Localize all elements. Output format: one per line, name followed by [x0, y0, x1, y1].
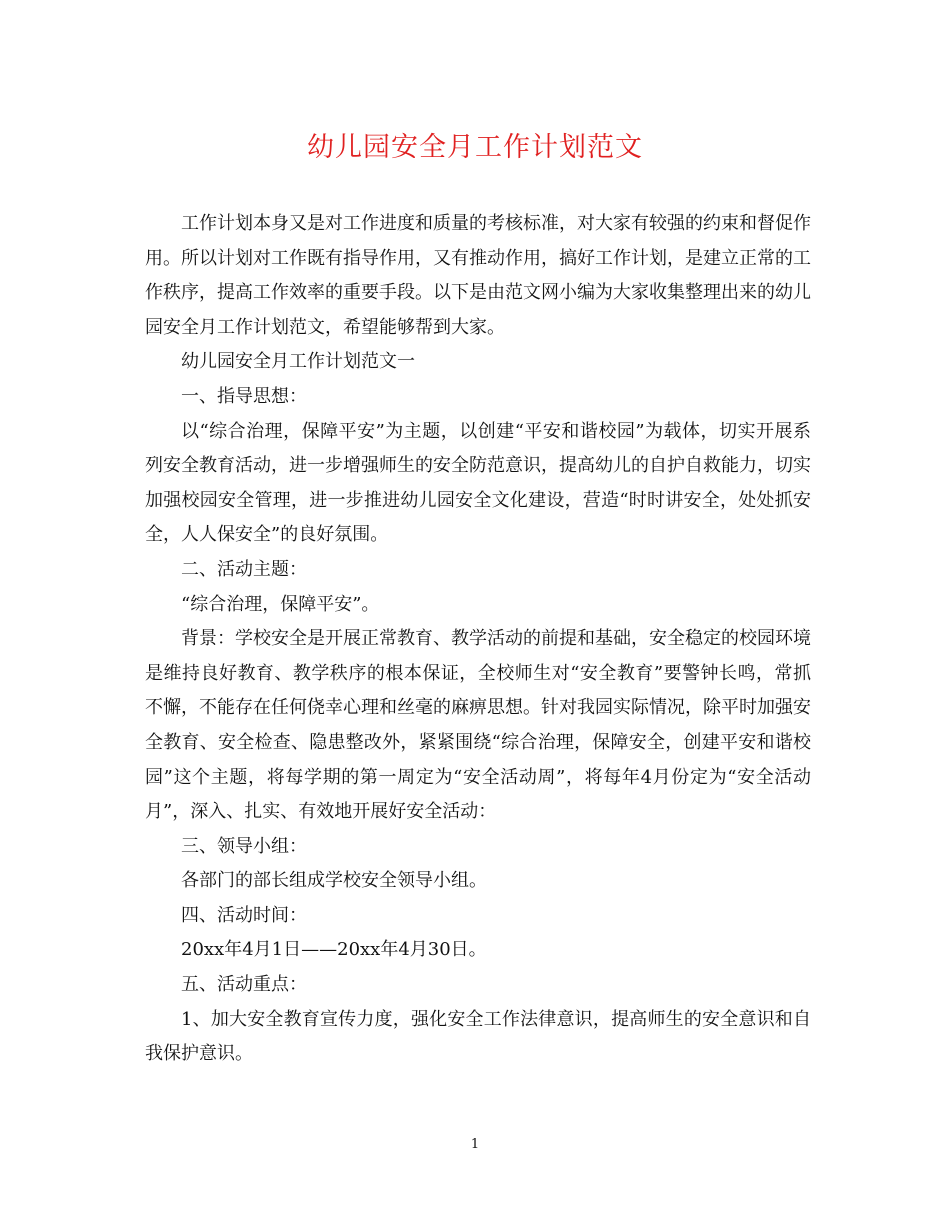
paragraph-background: 背景：学校安全是开展正常教育、教学活动的前提和基础，安全稳定的校园环境是维持良好教育、教学秩序的根本保证，全校师生对“安全教育”要警钟长鸣，常抓不懈，不能存在任何侥幸心理和丝毫的麻痹思想。针对我园实际情况，除平时加强安全教育、安全检查、隐患整改外，紧紧围绕“综合治理，保障安全，创建平安和谐校园”这个主题，将每学期的第一周定为“安全活动周”，将每年4月份定为“安全活动月”，深入、扎实、有效地开展好安全活动：	[145, 628, 811, 823]
section-heading-leadership-group: 三、领导小组：	[181, 835, 307, 857]
paragraph-intro: 工作计划本身又是对工作进度和质量的考核标准，对大家有较强的约束和督促作用。所以计划对工作既有指导作用，又有推动作用，搞好工作计划，是建立正常的工作秩序，提高工作效率的重要手段。以下是由范文网小编为大家收集整理出来的幼儿园安全月工作计划范文，希望能够帮到大家。	[145, 213, 811, 338]
paragraph-guiding-ideology: 以“综合治理，保障平安”为主题，以创建“平安和谐校园”为载体，切实开展系列安全教育活动，进一步增强师生的安全防范意识，提高幼儿的自护自救能力，切实加强校园安全管理，进一步推进幼儿园安全文化建设，营造“时时讲安全，处处抓安全，人人保安全”的良好氛围。	[145, 420, 811, 546]
paragraph-leadership-group: 各部门的部长组成学校安全领导小组。	[181, 870, 487, 892]
document-body	[145, 207, 811, 1072]
page-number: 1	[470, 1137, 480, 1152]
section-heading-activity-theme: 二、活动主题：	[181, 558, 307, 580]
section-heading-activity-time: 四、活动时间：	[181, 904, 307, 926]
section-heading-guiding-ideology: 一、指导思想：	[181, 385, 307, 407]
paragraph-activity-theme: “综合治理，保障平安”。	[181, 593, 380, 615]
paragraph-activity-time: 20xx年4月1日——20xx年4月30日。	[181, 939, 487, 961]
paragraph-activity-focus-1: 1、加大安全教育宣传力度，强化安全工作法律意识，提高师生的安全意识和自我保护意识。	[145, 1008, 811, 1065]
section-heading-plan-one: 幼儿园安全月工作计划范文一	[181, 351, 415, 373]
document-title: 幼儿园安全月工作计划范文	[307, 132, 643, 163]
section-heading-activity-focus: 五、活动重点：	[181, 974, 307, 996]
